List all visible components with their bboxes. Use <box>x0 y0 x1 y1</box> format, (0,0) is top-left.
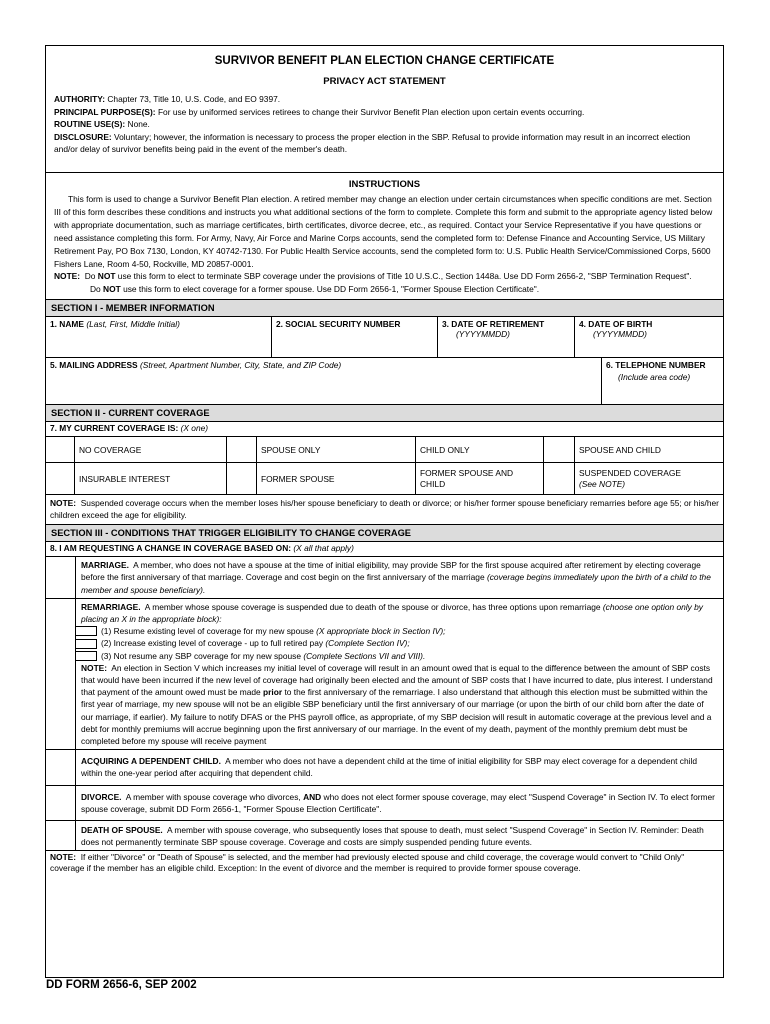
privacy-statement <box>46 87 723 156</box>
label-child-only: CHILD ONLY <box>416 437 544 462</box>
checkbox-remarriage-option-2[interactable] <box>75 639 97 649</box>
label-no-coverage: NO COVERAGE <box>75 437 227 462</box>
ssn-field[interactable]: 2. SOCIAL SECURITY NUMBER <box>272 317 438 357</box>
member-info-row-2 <box>46 358 723 405</box>
label-spouse-and-child: SPOUSE AND CHILD <box>579 444 661 455</box>
checkbox-no-coverage[interactable] <box>46 437 75 462</box>
telephone-field[interactable]: 6. TELEPHONE NUMBER (Include area code) <box>606 360 706 383</box>
coverage-row-1 <box>46 437 723 463</box>
label-suspended-coverage: SUSPENDED COVERAGE (See NOTE) <box>579 467 681 489</box>
authority-text: Chapter 73, Title 10, U.S. Code, and EO 9397. <box>107 94 281 104</box>
purpose-text: For use by uniformed services retirees to change their Survivor Benefit Plan election upon certain events occurring. <box>157 106 585 117</box>
mailing-address-field[interactable]: 5. MAILING ADDRESS (Street, Apartment Number, City, State, and ZIP Code) <box>46 358 602 404</box>
section-2-heading: SECTION II - CURRENT COVERAGE <box>46 405 723 422</box>
divider <box>46 172 723 173</box>
name-field[interactable]: 1. NAME (Last, First, Middle Initial) <box>46 317 272 357</box>
remarriage-note: NOTE: An election in Section V which increases my initial level of coverage will result in an amount owed that is equal to the difference between the amount of SBP costs that would have been incurred if the new level of coverage had originally been elected and the amount of SBP costs that I have incurred to date, plus interest. I understand that payment of the amount owed must be made prior to the first anniversary of the remarriage. I also understand that although this election must be submitted within the first year of marriage, my new spouse will not be an eligible SBP beneficiary until the first anniversary of our marriage (or upon the birth of our child born after the date of our marriage, if earlier). My failure to notify DFAS or the PHS payroll office, as appropriate, of my SBP decision will result in automatic coverage at the previous level and a debt for monthly premiums will accrue beginning upon the first anniversary of our marriage. In the event of my death, payment of the monthly premium debt must be completed before my spouse will receive payment <box>81 662 713 747</box>
condition-marriage: MARRIAGE. A member, who does not have a spouse at the time of initial eligibility, may provide SBP for the first spouse acquired after retirement by electing coverage before the first anniversary of that marriage. Coverage and cost begin on the first anniversary of the marriage (coverage begins immediately upon the birth of a child to the member and spouse beneficiary). <box>46 557 723 599</box>
instructions-note-1: NOTE: Do NOT use this form to elect to terminate SBP coverage under the provisions of Title 10 U.S.C., Section 1448a. Use DD Form 2656-2, "SBP Termination Request". <box>54 271 692 282</box>
label-insurable-interest: INSURABLE INTEREST <box>75 463 227 494</box>
instructions-body: This form is used to change a Survivor Benefit Plan election. A retired member may change an election under certain circumstances when specific conditions are met. Section III of this form describes these conditions and instructs you what additional sections of the form to complete. Complete this form and submit to the appropriate agency listed below with appropriate documentation, such as marriage certificates, birth certificates, divorce decree, etc., as required. Contact your Service Representative if you have questions or need assistance completing this form. For Army, Navy, Air Force and Marine Corps accounts, send the completed form to: Defense Finance and Accounting Service, US Military Retirement Pay, PO Box 7130, London, KY 40742-7130. For Public Health Service accounts, send the completed form to: U.S. Public Health Service/Commissioned Corps, 5600 Fishers Lane, Room 4-50, Rockville, MD 20857-0001. <box>54 193 713 269</box>
checkbox-former-spouse-and-child[interactable] <box>544 463 575 494</box>
condition-divorce: DIVORCE. A member with spouse coverage who divorces, AND who does not elect former spouse coverage, may elect "Suspend Coverage" in Section IV. To elect former spouse coverage, submit DD Form 2656-1, "Former Spouse Election Certificate". <box>46 786 723 821</box>
checkbox-spouse-only[interactable] <box>227 437 257 462</box>
checkbox-former-spouse[interactable] <box>227 463 257 494</box>
label-spouse-only: SPOUSE ONLY <box>257 437 416 462</box>
purpose-label: PRINCIPAL PURPOSE(S): <box>54 106 156 117</box>
form-title: SURVIVOR BENEFIT PLAN ELECTION CHANGE CERTIFICATE <box>214 55 555 67</box>
retirement-date-field[interactable]: 3. DATE OF RETIREMENT (YYYYMMDD) <box>438 317 575 357</box>
form-number: DD FORM 2656-6, SEP 2002 <box>46 979 197 991</box>
condition-death-of-spouse: DEATH OF SPOUSE. A member with spouse coverage, who subsequently loses that spouse to death, must select "Suspend Coverage" in Section IV. Reminder: Death does not permanently terminate SBP spouse coverage. Coverage and costs are simply suspended pending future events. <box>46 821 723 851</box>
final-note: NOTE: If either "Divorce" or "Death of Spouse" is selected, and the member had previously elected spouse and child coverage, the coverage would convert to "Child Only" coverage if the member has an eligible child. Exception: In the event of divorce and the member is required to provide former spouse coverage. <box>50 852 685 873</box>
checkbox-remarriage-option-1[interactable] <box>75 626 97 636</box>
coverage-note: NOTE: Suspended coverage occurs when the member loses his/her spouse beneficiary to death or divorce; or his/her former spouse beneficiary remarries before age 55; or his/her children exceed the age for eligibility. <box>46 495 723 525</box>
form-frame <box>45 45 724 978</box>
remarriage-option-1: (1) Resume existing level of coverage for my new spouse (X appropriate block in Section IV); <box>81 625 718 637</box>
checkbox-marriage[interactable] <box>46 557 76 598</box>
disclosure-text: Voluntary; however, the information is necessary to process the proper election in the SBP. Refusal to provide information may result in an incorrect election and/or delay of survivor benefits being paid in the event of the member's death. <box>54 131 691 155</box>
remarriage-option-3: (3) Not resume any SBP coverage for my new spouse (Complete Sections VII and VIII). <box>81 650 718 662</box>
member-info-row-1 <box>46 317 723 358</box>
checkbox-dependent-child[interactable] <box>46 750 76 784</box>
checkbox-insurable-interest[interactable] <box>46 463 75 494</box>
coverage-row-2 <box>46 463 723 495</box>
condition-remarriage: REMARRIAGE. A member whose spouse coverage is suspended due to death of the spouse or divorce, has three options upon remarriage (choose one option only by placing an X in the appropriate block): (1) Resume existing level of coverage for my new spouse (X appropriate block in Section IV); (2) Increase existing level of coverage - up to full retired pay (Complete Section IV); (3) Not resume any SBP coverage for my new spouse (Complete Sections VII and VIII). NOTE: An election in Section V which increases my initial level of coverage will result in an amount owed that is equal to the difference between the amount of SBP costs that would have been incurred if the new level of coverage had originally been elected and the amount of SBP costs that I have incurred to date, plus interest. I understand that payment of the amount owed must be made prior to the first anniversary of the remarriage. I also understand that although this election must be submitted within the first year of marriage, my new spouse will not be an eligible SBP beneficiary until the first anniversary of our marriage (or upon the birth of our child born after the date of our marriage, if earlier). My failure to notify DFAS or the PHS payroll office, as appropriate, of my SBP decision will result in automatic coverage at the previous level and a debt for monthly premiums will accrue beginning upon the first anniversary of our marriage. In the event of my death, payment of the monthly premium debt must be completed before my spouse will receive payment <box>46 599 723 750</box>
instructions-note-2: Do NOT use this form to elect coverage for a former spouse. Use DD Form 2656-1, "Former Spouse Election Certificate". <box>90 284 540 295</box>
label-former-spouse-and-child: FORMER SPOUSE AND CHILD <box>416 463 544 494</box>
current-coverage-question: 7. MY CURRENT COVERAGE IS: (X one) <box>46 422 723 437</box>
birth-date-field[interactable]: 4. DATE OF BIRTH (YYYYMMDD) <box>579 319 653 340</box>
checkbox-remarriage-option-3[interactable] <box>75 651 97 661</box>
checkbox-remarriage[interactable] <box>46 599 76 749</box>
condition-dependent-child: ACQUIRING A DEPENDENT CHILD. A member who does not have a dependent child at the time of initial eligibility for SBP may elect coverage for a dependent child within the one-year period after acquiring that dependent child. <box>46 750 723 785</box>
remarriage-option-2: (2) Increase existing level of coverage - up to full retired pay (Complete Section IV); <box>81 637 718 649</box>
checkbox-child-only[interactable] <box>544 437 575 462</box>
routine-label: ROUTINE USE(S): <box>54 119 126 130</box>
checkbox-divorce[interactable] <box>46 786 76 820</box>
privacy-heading: PRIVACY ACT STATEMENT <box>323 76 446 87</box>
section-3-heading: SECTION III - CONDITIONS THAT TRIGGER ELIGIBILITY TO CHANGE COVERAGE <box>46 525 723 542</box>
disclosure-label: DISCLOSURE: <box>54 131 112 142</box>
section-1-heading: SECTION I - MEMBER INFORMATION <box>46 299 723 317</box>
authority-label: AUTHORITY: <box>54 94 106 104</box>
instructions-heading: INSTRUCTIONS <box>348 178 421 190</box>
checkbox-death-of-spouse[interactable] <box>46 821 76 850</box>
routine-text: None. <box>127 119 150 130</box>
change-request-question: 8. I AM REQUESTING A CHANGE IN COVERAGE BASED ON: (X all that apply) <box>46 542 723 557</box>
label-former-spouse: FORMER SPOUSE <box>257 463 416 494</box>
